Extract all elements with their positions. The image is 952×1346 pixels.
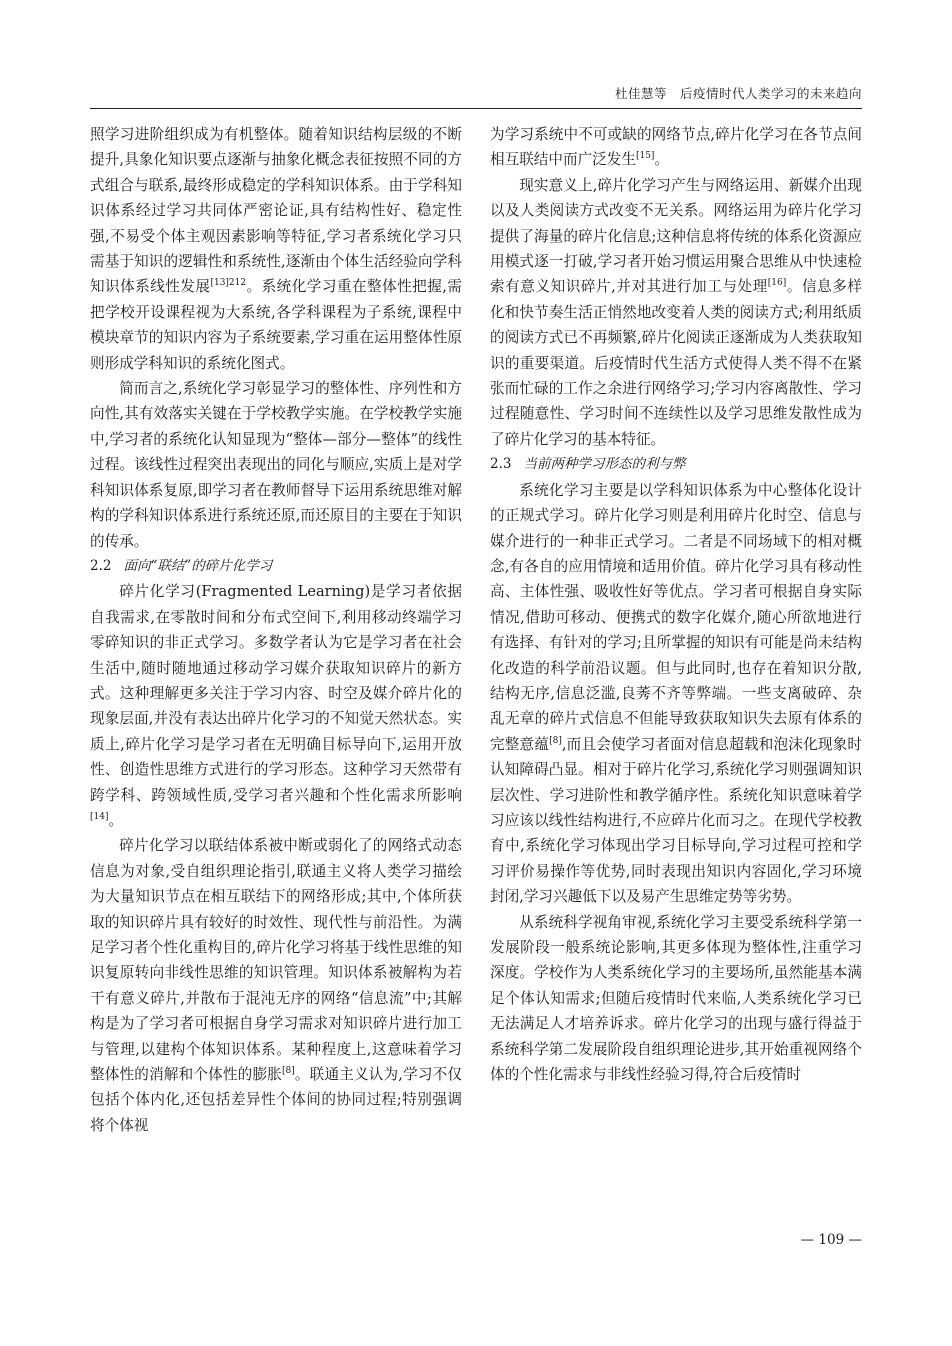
citation: [8] bbox=[281, 1066, 295, 1077]
paragraph: 碎片化学习(Fragmented Learning)是学习者依据自我需求,在零散时间和分布式空间下,利用移动终端学习零碎知识的非正式学习。多数学者认为它是学习者在社会生活中,随时随地通过移动学习媒介获取知识碎片的新方式。这种理解更多关注于学习内容、时空及媒介碎片化的现象层面,并没有表达出碎片化学习的不知觉天然状态。实质上,碎片化学习是学习者在无明确目标导向下,运用开放性、创造性思维方式进行的学习形态。这种学习天然带有跨学科、跨领域性质,受学习者兴趣和个性化需求所影响[14]。 bbox=[90, 583, 462, 829]
paragraph: 碎片化学习以联结体系被中断或弱化了的网络式动态信息为对象,受自组织理论指引,联通主义将人类学习描绘为大量知识节点在相互联结下的网络形成;其中,个体所获取的知识碎片具有较好的时效性、现代性与前沿性。为满足学习者个性化重构目的,碎片化学习将基于线性思维的知识复原转向非线性思维的知识管理。知识体系被解构为若干有意义碎片,并散布于混沌无序的网络“信息流”中;其解构是为了学习者可根据自身学习需求对知识碎片进行加工与管理,以建构个体知识体系。某种程度上,这意味着学习整体性的消解和个体性的膨胀[8]。联通主义认为,学习不仅包括个体内化,还包括差异性个体间的协同过程;特别强调将个体视 bbox=[90, 837, 462, 1134]
section-heading-2-3 bbox=[490, 452, 862, 477]
paragraph: 照学习进阶组织成为有机整体。随着知识结构层级的不断提升,具象化知识要点逐渐与抽象化概念表征按照不同的方式组合与联系,最终形成稳定的学科知识体系。由于学科知识体系经过学习共同体严密论证,具有结构性好、稳定性强,不易受个体主观因素影响等特征,学习者系统化学习只需基于知识的逻辑性和系统性,逐渐由个体生活经验向学科知识体系线性发展$^{[13]212}$。系统化学习重在整体性把握,需把学校开设课程视为大系统,各学科课程为子系统,课程中模块章节的知识内容为子系统要素,学习重在运用整体性原则形成学科知识的系统化图式。 bbox=[90, 126, 462, 372]
section-number: 2.2 bbox=[90, 557, 112, 574]
citation: [14] bbox=[90, 811, 109, 822]
header-rule bbox=[90, 108, 862, 109]
section-title: 面向“联结”的碎片化学习 bbox=[123, 557, 273, 574]
paragraph: 简而言之,系统化学习彰显学习的整体性、序列性和方向性,其有效落实关键在于学校教学实施。在学校教学实施中,学习者的系统化认知显现为“整体—部分—整体”的线性过程。该线性过程突出表现出的同化与顺应,实质上是对学科知识体系复原,即学习者在教师督导下运用系统思维对解构的学科知识体系进行系统还原,而还原目的主要在于知识的传承。 bbox=[90, 380, 462, 550]
running-header: 杜佳慧等 后疫情时代人类学习的未来趋向 bbox=[614, 86, 862, 101]
paragraph: 系统化学习主要是以学科知识体系为中心整体化设计的正规式学习。碎片化学习则是利用碎片化时空、信息与媒介进行的一种非正式学习。二者是不同场域下的相对概念,有各自的应用情境和适用价值。碎片化学习具有移动性高、主体性强、吸收性好等优点。学习者可根据自身实际情况,借助可移动、便携式的数字化媒介,随心所欲地进行有选择、有针对的学习;且所掌握的知识有可能是尚未结构化改造的科学前沿议题。但与此同时,也存在着知识分散,结构无序,信息泛滥,良莠不齐等弊端。一些支离破碎、杂乱无章的碎片式信息不但能导致获取知识失去原有体系的完整意蕴[8],而且会使学习者面对信息超载和泡沫化现象时认知障碍凸显。相对于碎片化学习,系统化学习则强调知识层次性、学习进阶性和教学循序性。系统化知识意味着学习应该以线性结构进行,不应碎片化而习之。在现代学校教育中,系统化学习体现出学习目标导向,学习过程可控和学习评价易操作等优势,同时表现出知识内容固化,学习环境封闭,学习兴趣低下以及易产生思维定势等劣势。 bbox=[490, 481, 862, 906]
page-number: — 109 — bbox=[800, 1232, 862, 1248]
paragraph: 从系统科学视角审视,系统化学习主要受系统科学第一发展阶段一般系统论影响,其更多体现为整体性,注重学习深度。学校作为人类系统化学习的主要场所,虽然能基本满足个体认知需求;但随后疫情时代来临,人类系统化学习已无法满足人才培养诉求。碎片化学习的出现与盛行得益于系统科学第二发展阶段自组织理论进步,其开始重视网络个体的个性化需求与非线性经验习得,符合后疫情时 bbox=[490, 913, 862, 1084]
paragraph: 为学习系统中不可或缺的网络节点,碎片化学习在各节点间相互联结中而广泛发生[15]。 bbox=[490, 126, 862, 169]
left-column bbox=[90, 122, 462, 1138]
section-heading-2-2 bbox=[90, 554, 462, 579]
citation: [16] bbox=[767, 278, 787, 289]
section-number: 2.3 bbox=[490, 456, 512, 473]
right-column bbox=[490, 122, 862, 1087]
citation: [13]212 bbox=[210, 278, 247, 289]
section-title: 当前两种学习形态的利与弊 bbox=[523, 456, 686, 473]
citation: [8] bbox=[549, 735, 562, 746]
paragraph: 现实意义上,碎片化学习产生与网络运用、新媒介出现以及人类阅读方式改变不无关系。网络运用为碎片化学习提供了海量的碎片化信息;这种信息将传统的体系化资源应用模式逐一打破,学习者开始习惯运用聚合思维从中快速检索有意义知识碎片,并对其进行加工与处理[16]。信息多样化和快节奏生活正悄然地改变着人类的阅读方式;利用纸质的阅读方式已不再频繁,碎片化阅读正逐渐成为人类获取知识的重要渠道。后疫情时代生活方式使得人类不得不在紧张而忙碌的工作之余进行网络学习;学习内容离散性、学习过程随意性、学习时间不连续性以及学习思维发散性成为了碎片化学习的基本特征。 bbox=[490, 176, 862, 448]
citation: [15] bbox=[635, 151, 655, 162]
